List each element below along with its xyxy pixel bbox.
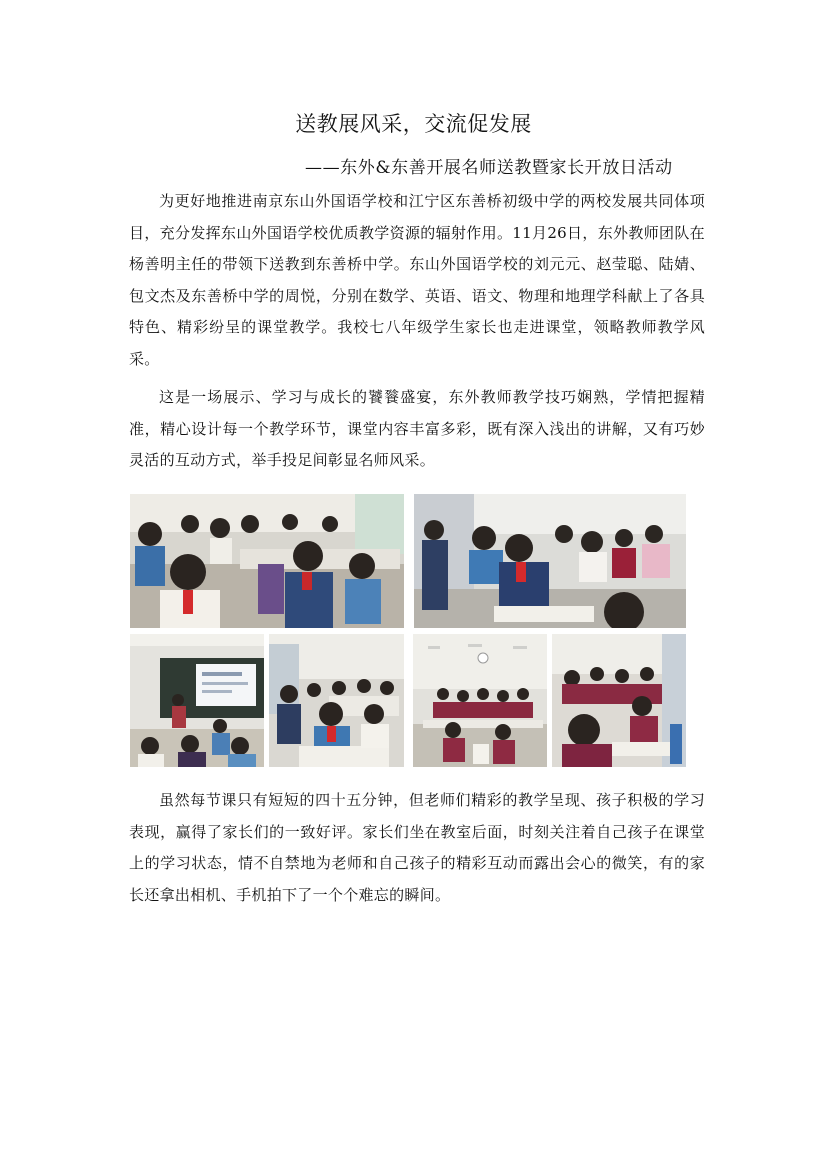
document-subtitle: ——东外&东善开展名师送教暨家长开放日活动 xyxy=(305,158,673,178)
classroom-photo-2 xyxy=(414,494,686,628)
paragraph-2: 这是一场展示、学习与成长的饕餮盛宴，东外教师教学技巧娴熟，学情把握精准，精心设计每一个教学环节，课堂内容丰富多彩，既有深入浅出的讲解，又有巧妙灵活的互动方式，举手投足间彰显名师风采。 xyxy=(129,388,705,469)
classroom-photo-1 xyxy=(130,494,404,628)
classroom-photo-4 xyxy=(269,634,404,767)
document-title: 送教展风采，交流促发展 xyxy=(295,112,532,136)
classroom-photo-3 xyxy=(130,634,264,767)
classroom-photo-5 xyxy=(413,634,547,767)
classroom-photo-6 xyxy=(552,634,686,767)
paragraph-3: 虽然每节课只有短短的四十五分钟，但老师们精彩的教学呈现、孩子积极的学习表现，赢得了家长们的一致好评。家长们坐在教室后面，时刻关注着自己孩子在课堂上的学习状态，情不自禁地为老师和自己孩子的精彩互动而露出会心的微笑，有的家长还拿出相机、手机拍下了一个个难忘的瞬间。 xyxy=(129,791,705,904)
paragraph-1: 为更好地推进南京东山外国语学校和江宁区东善桥初级中学的两校发展共同体项目，充分发挥东山外国语学校优质教学资源的辐射作用。11月26日，东外教师团队在杨善明主任的带领下送教到东善桥中学。东山外国语学校的刘元元、赵莹聪、陆婧、包文杰及东善桥中学的周悦，分别在数学、英语、语文、物理和地理学科献上了各具特色、精彩纷呈的课堂教学。我校七八年级学生家长也走进课堂，领略教师教学风采。 xyxy=(129,192,705,368)
